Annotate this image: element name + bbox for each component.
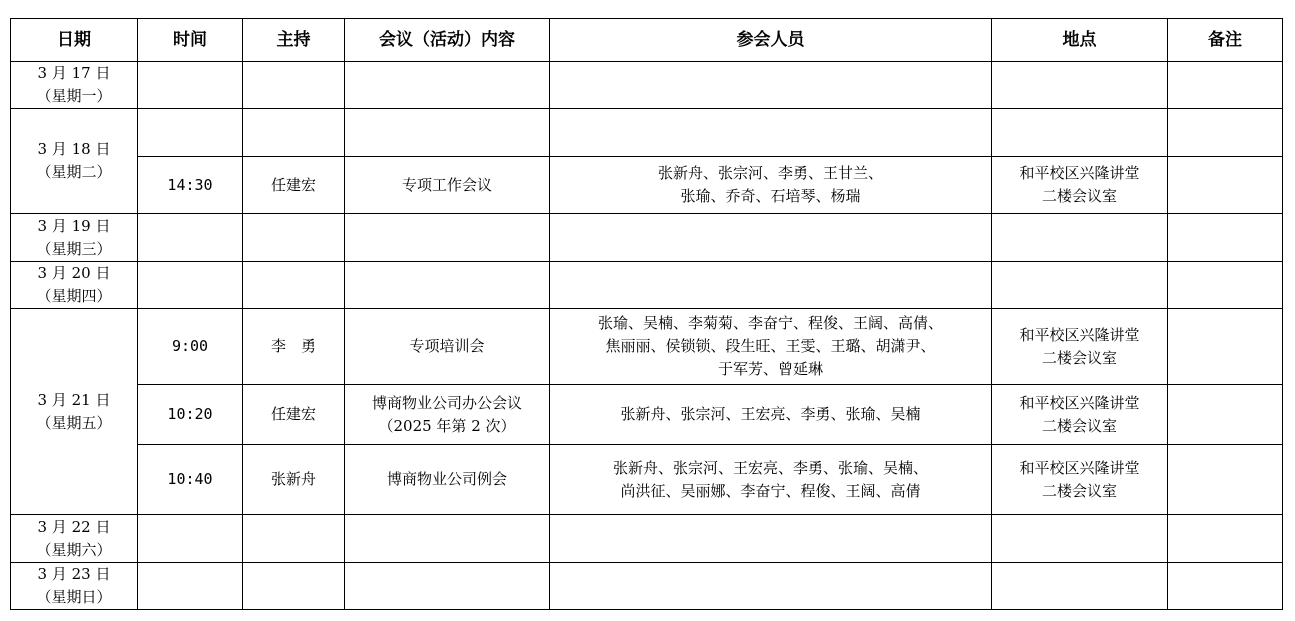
time-cell: [138, 563, 243, 610]
location-line: 二楼会议室: [1041, 348, 1117, 367]
location-cell: [992, 214, 1168, 262]
weekday-label: （星期六）: [36, 540, 112, 559]
notes-cell: [1168, 214, 1283, 262]
attendees-cell: [550, 262, 992, 309]
table-row: [11, 262, 1283, 309]
attendees-cell: [550, 157, 992, 214]
date-cell: [11, 62, 138, 109]
location-cell: [992, 262, 1168, 309]
notes-cell: [1168, 109, 1283, 157]
time-cell: 10:40: [138, 445, 243, 515]
location-line: 和平校区兴隆讲堂: [1019, 164, 1140, 182]
host-cell: 任建宏: [243, 157, 345, 214]
attendees-line: 张瑜、乔奇、石培琴、杨瑞: [680, 187, 861, 205]
content-cell: [345, 309, 550, 385]
host-cell: 李 勇: [243, 309, 345, 385]
table-row: [11, 445, 1283, 515]
date-label: 3 月 17 日: [37, 64, 111, 82]
time-cell: 9:00: [138, 309, 243, 385]
host-cell: [243, 262, 345, 309]
header-notes: 备注: [1168, 19, 1283, 62]
attendees-cell: [550, 109, 992, 157]
location-cell: [992, 515, 1168, 563]
date-label: 3 月 19 日: [37, 216, 111, 235]
notes-cell: [1168, 385, 1283, 445]
content-cell: [345, 563, 550, 610]
time-cell: 10:20: [138, 385, 243, 445]
content-line: 博商物业公司办公会议: [371, 393, 522, 412]
header-time: 时间: [138, 19, 243, 62]
header-attendees: 参会人员: [550, 19, 992, 62]
content-cell: [345, 109, 550, 157]
host-cell: [243, 214, 345, 262]
host-cell: 张新舟: [243, 445, 345, 515]
date-cell: [11, 214, 138, 262]
notes-cell: [1168, 62, 1283, 109]
notes-cell: [1168, 309, 1283, 385]
location-line: 和平校区兴隆讲堂: [1019, 393, 1140, 412]
weekday-label: （星期日）: [36, 588, 112, 606]
date-label: 3 月 21 日: [37, 390, 111, 409]
content-cell: [345, 62, 550, 109]
date-cell: [11, 563, 138, 610]
location-cell: [992, 62, 1168, 109]
attendees-cell: [550, 62, 992, 109]
content-line: （2025 年第 2 次）: [378, 416, 516, 435]
notes-cell: [1168, 262, 1283, 309]
weekday-label: （星期五）: [36, 413, 112, 432]
time-cell: 14:30: [138, 157, 243, 214]
header-content: 会议（活动）内容: [345, 19, 550, 62]
header-row: [11, 19, 1283, 62]
table-row: [11, 157, 1283, 214]
host-cell: [243, 109, 345, 157]
date-label: 3 月 23 日: [37, 565, 111, 583]
date-cell: [11, 262, 138, 309]
weekday-label: （星期四）: [36, 287, 112, 305]
location-line: 二楼会议室: [1041, 416, 1117, 435]
header-date: 日期: [11, 19, 138, 62]
date-cell: [11, 309, 138, 515]
table-row: [11, 214, 1283, 262]
attendees-line: 于军芳、曾延琳: [717, 360, 823, 378]
table-row: [11, 309, 1283, 385]
location-line: 二楼会议室: [1041, 187, 1117, 205]
attendees-line: 张新舟、张宗河、李勇、王甘兰、: [657, 164, 883, 182]
table-row: [11, 62, 1283, 109]
host-cell: [243, 515, 345, 563]
header-host: 主持: [243, 19, 345, 62]
content-cell: [345, 214, 550, 262]
meeting-schedule-table: [10, 18, 1283, 610]
content-line: 专项培训会: [409, 337, 485, 355]
content-line: 博商物业公司例会: [386, 470, 507, 488]
header-location: 地点: [992, 19, 1168, 62]
weekday-label: （星期二）: [36, 163, 112, 181]
location-cell: [992, 109, 1168, 157]
location-cell: [992, 445, 1168, 515]
weekday-label: （星期一）: [36, 87, 112, 105]
attendees-cell: [550, 515, 992, 563]
date-cell: [11, 109, 138, 214]
date-label: 3 月 18 日: [37, 140, 111, 158]
date-label: 3 月 22 日: [37, 517, 111, 536]
location-line: 和平校区兴隆讲堂: [1019, 325, 1140, 344]
attendees-cell: [550, 445, 992, 515]
time-cell: [138, 109, 243, 157]
weekday-label: （星期三）: [36, 239, 112, 258]
notes-cell: [1168, 563, 1283, 610]
table-row: [11, 515, 1283, 563]
content-cell: [345, 157, 550, 214]
location-cell: [992, 157, 1168, 214]
date-cell: [11, 515, 138, 563]
location-line: 二楼会议室: [1041, 481, 1117, 500]
time-cell: [138, 515, 243, 563]
attendees-line: 张新舟、张宗河、王宏亮、李勇、张瑜、吴楠、: [612, 458, 928, 477]
content-line: 专项工作会议: [401, 175, 492, 194]
time-cell: [138, 262, 243, 309]
location-cell: [992, 385, 1168, 445]
attendees-cell: [550, 385, 992, 445]
content-cell: [345, 385, 550, 445]
attendees-cell: [550, 309, 992, 385]
host-cell: [243, 563, 345, 610]
time-cell: [138, 62, 243, 109]
date-label: 3 月 20 日: [37, 264, 111, 282]
table-row: [11, 385, 1283, 445]
notes-cell: [1168, 157, 1283, 214]
notes-cell: [1168, 515, 1283, 563]
host-cell: 任建宏: [243, 385, 345, 445]
table-row: [11, 109, 1283, 157]
time-cell: [138, 214, 243, 262]
content-cell: [345, 515, 550, 563]
notes-cell: [1168, 445, 1283, 515]
content-cell: [345, 445, 550, 515]
location-cell: [992, 563, 1168, 610]
attendees-line: 尚洪征、吴丽娜、李奋宁、程俊、王阔、高倩: [620, 481, 921, 500]
content-cell: [345, 262, 550, 309]
table-row: [11, 563, 1283, 610]
location-line: 和平校区兴隆讲堂: [1019, 458, 1140, 477]
attendees-line: 焦丽丽、侯锁锁、段生旺、王雯、王璐、胡潇尹、: [605, 337, 936, 355]
host-cell: [243, 62, 345, 109]
attendees-cell: [550, 214, 992, 262]
attendees-line: 张新舟、张宗河、王宏亮、李勇、张瑜、吴楠: [620, 405, 921, 423]
location-cell: [992, 309, 1168, 385]
attendees-cell: [550, 563, 992, 610]
attendees-line: 张瑜、吴楠、李菊菊、李奋宁、程俊、王阔、高倩、: [597, 314, 943, 332]
